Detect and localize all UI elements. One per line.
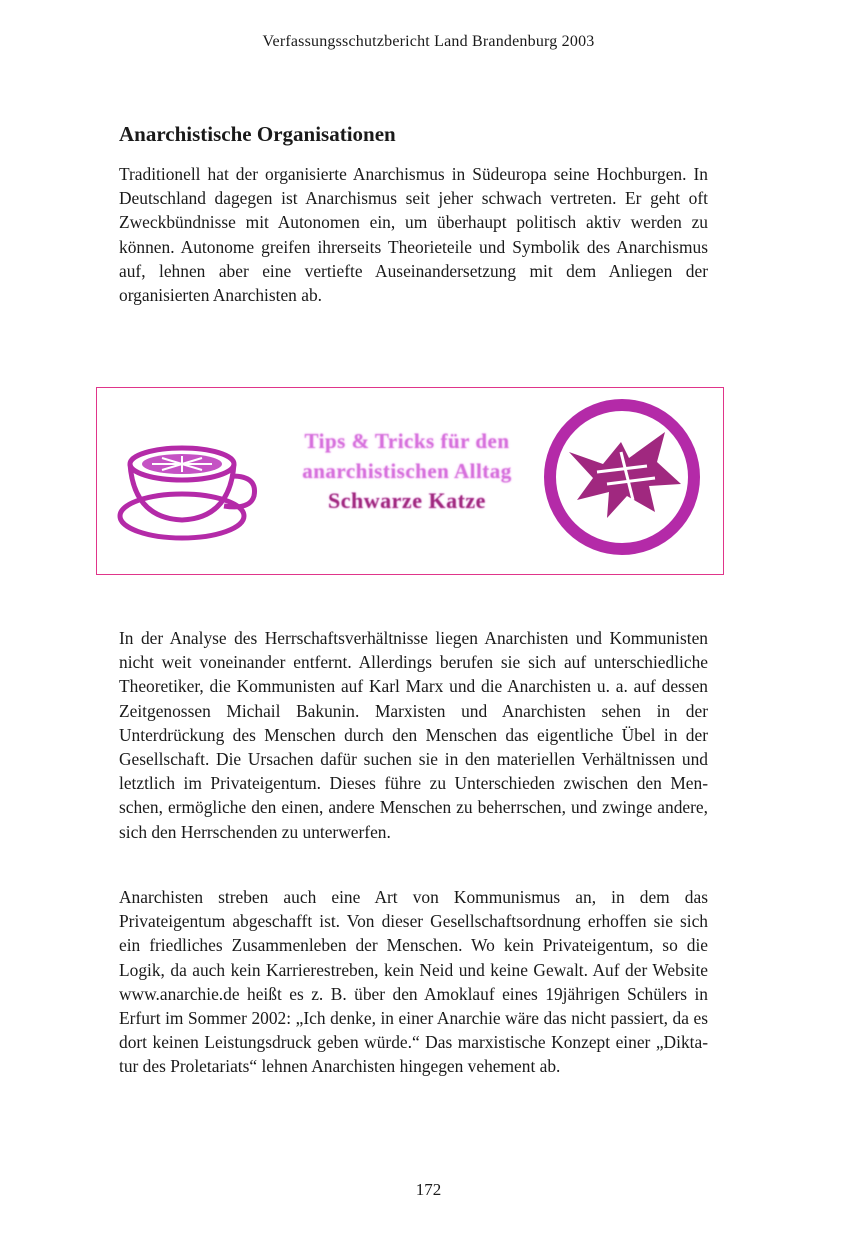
black-cat-circle-logo-icon bbox=[537, 392, 707, 562]
paragraph-communism: Anarchisten streben auch eine Art von Kommunismus an, in dem das Privateigentum abgeschafft ist. Von dieser Gesellschaftsordnung erhoffen sie sich ein friedliches Zusammenleben der Menschen. Wo kein Privateigentum, so die Logik, da auch kein Karrierestreben, kein Neid und keine Gewalt. Auf der Website www.anarchie.de heißt es z. B. über den Amoklauf eines 19jährigen Schülers in Erfurt im Sommer 2002: „Ich denke, in einer Anarchie wäre das nicht passiert, da es dort keinen Leistungsdruck geben würde.“ Das marxistische Konzept einer „Diktatur des Proletariats“ lehnen Anarchisten hingegen vehement ab. bbox=[119, 887, 708, 1077]
paragraph-analysis: In der Analyse des Herrschaftsverhältnisse liegen Anarchisten und Kommunisten nicht weit voneinander entfernt. Allerdings berufen sie sich auf unterschiedliche Theoretiker, die Kommunisten auf Karl Marx und die Anarchisten u. a. auf dessen Zeitgenossen Michail Bakunin. Marxisten und Anarchisten sehen in der Unterdrückung des Menschen durch den Menschen das eigentliche Übel in der Gesellschaft. Die Ursachen dafür suchen sie in den materiellen Verhältnissen und letztlich im Privateigentum. Dieses führe zu Unterschieden zwischen den Menschen, ermögliche den einen, andere Menschen zu beherrschen, und zwinge andere, sich den Herrschenden zu unterwerfen. bbox=[119, 628, 708, 842]
anarchist-banner-figure bbox=[96, 387, 724, 575]
banner-text bbox=[262, 426, 552, 516]
page-number: 172 bbox=[415, 1180, 442, 1199]
coffee-cup-logo-icon bbox=[112, 418, 262, 548]
section-heading: Anarchistische Organisationen bbox=[119, 122, 396, 146]
banner-line-3: Schwarze Katze bbox=[328, 488, 486, 513]
banner-line-2: anarchistischen Alltag bbox=[302, 459, 512, 483]
banner-line-1: Tips & Tricks für den bbox=[304, 429, 510, 453]
running-header: Verfassungsschutzbericht Land Brandenburg 2003 bbox=[262, 33, 595, 50]
paragraph-intro: Traditionell hat der organisierte Anarchismus in Südeuropa seine Hochburgen. In Deutschland dagegen ist Anarchismus seit jeher schwach vertreten. Er geht oft Zweckbündnisse mit Autonomen ein, um überhaupt politisch aktiv werden zu können. Autonome greifen ihrerseits Theorieteile und Symbolik des Anarchismus auf, lehnen aber eine vertiefte Auseinandersetzung mit dem Anliegen der organisierten Anarchisten ab. bbox=[119, 164, 708, 306]
